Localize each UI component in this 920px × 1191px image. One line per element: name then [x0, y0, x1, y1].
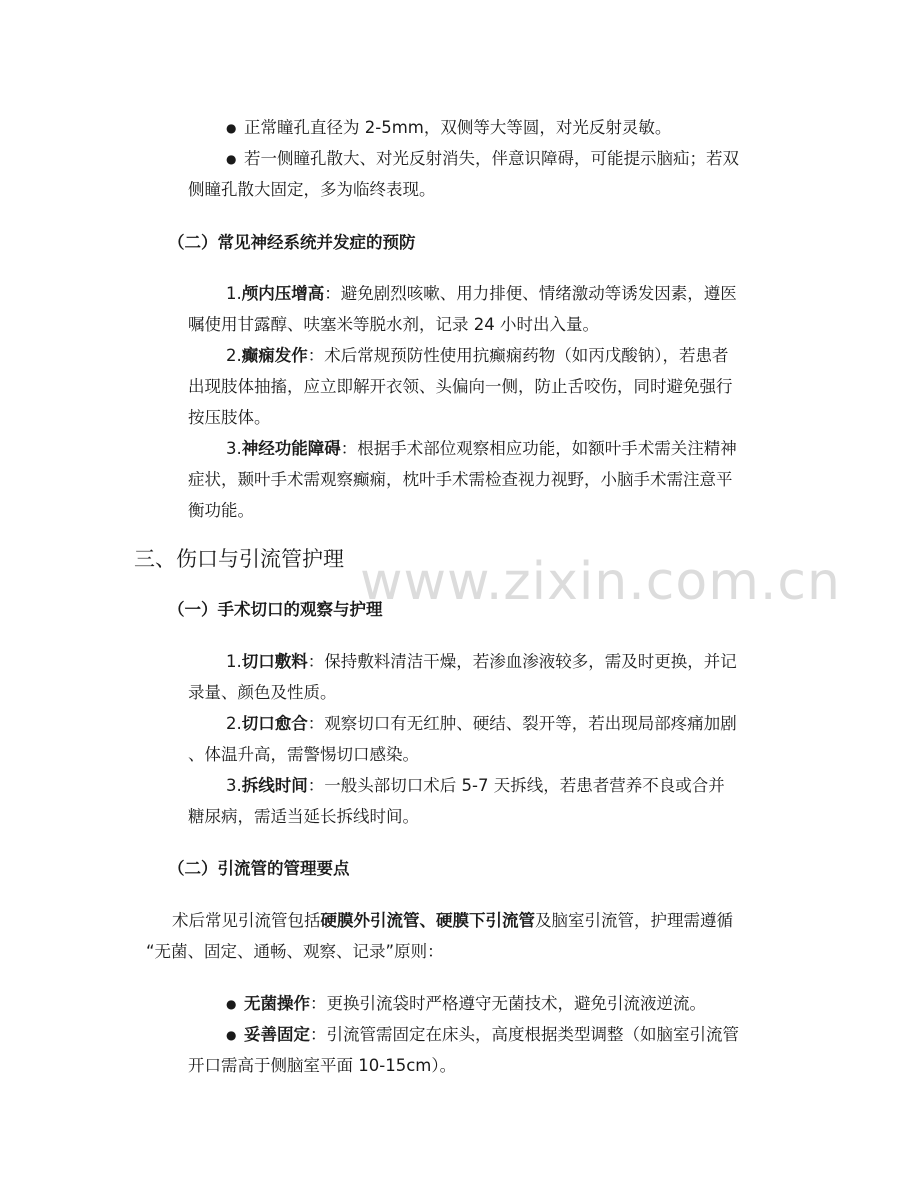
item-text: ：避免剧烈咳嗽、用力排便、情绪激动等诱发因素，遵医 [324, 284, 737, 303]
bullet-text [244, 1024, 739, 1046]
item-term: 切口愈合 [241, 714, 308, 733]
bullet-term: 妥善固定 [244, 1025, 310, 1044]
list-item-cont: 按压肢体。 [188, 408, 271, 427]
intro-paragraph [172, 910, 733, 932]
section-heading-wound: 三、伤口与引流管护理 [134, 547, 344, 571]
list-item [226, 713, 737, 735]
item-text: ：保持敷料清洁干燥，若渗血渗液较多，需及时更换，并记 [307, 652, 737, 671]
list-item-cont: 症状，颞叶手术需观察癫痫，枕叶手术需检查视力视野，小脑手术需注意平 [188, 470, 733, 489]
bullet-text: 若一侧瞳孔散大、对光反射消失，伴意识障碍，可能提示脑疝；若双 [244, 149, 739, 168]
item-text: ：一般头部切口术后 5-7 天拆线，若患者营养不良或合并 [307, 776, 725, 795]
list-item-cont: 、体温升高，需警惕切口感染。 [188, 745, 419, 764]
item-number: 2. [226, 346, 242, 365]
intro-text: 术后常见引流管包括 [172, 911, 321, 930]
watermark: www.zixin.com.cn [360, 552, 841, 612]
bullet-text [244, 993, 706, 1015]
bullet-desc: ：引流管需固定在床头，高度根据类型调整（如脑室引流管 [310, 1025, 739, 1044]
item-term: 癫痫发作 [241, 346, 308, 365]
bullet-icon: ● [226, 121, 237, 135]
item-text: ：观察切口有无红肿、硬结、裂开等，若出现局部疼痛加剧 [307, 714, 737, 733]
item-term: 切口敷料 [241, 652, 308, 671]
list-item-cont: 出现肢体抽搐，应立即解开衣领、头偏向一侧，防止舌咬伤，同时避免强行 [188, 377, 733, 396]
bullet-text-cont: 侧瞳孔散大固定，多为临终表现。 [188, 180, 436, 199]
item-term: 颅内压增高 [241, 284, 325, 303]
intro-paragraph-cont: “无菌、固定、通畅、观察、记录”原则： [146, 942, 444, 961]
list-item [226, 345, 729, 367]
list-item [226, 775, 725, 797]
list-item-cont: 衡功能。 [188, 501, 254, 520]
list-item-cont: 录量、颜色及性质。 [188, 683, 337, 702]
item-term: 拆线时间 [241, 776, 308, 795]
list-item [226, 651, 737, 673]
item-number: 3. [226, 439, 242, 458]
item-text: ：术后常规预防性使用抗癫痫药物（如丙戊酸钠），若患者 [307, 346, 729, 365]
intro-sep: 、 [419, 911, 436, 930]
list-item-cont: 糖尿病，需适当延长拆线时间。 [188, 807, 419, 826]
bullet-text-cont: 开口需高于侧脑室平面 10-15cm）。 [188, 1056, 457, 1075]
bullet-text: 正常瞳孔直径为 2-5mm，双侧等大等圆，对光反射灵敏。 [244, 118, 672, 137]
list-item [226, 438, 737, 460]
intro-term: 硬膜下引流管 [436, 911, 535, 930]
item-term: 神经功能障碍 [241, 439, 341, 458]
item-number: 1. [226, 284, 242, 303]
bullet-icon: ● [226, 1028, 237, 1042]
bullet-icon: ● [226, 997, 237, 1011]
item-number: 2. [226, 714, 242, 733]
section-heading-complications: （二）常见神经系统并发症的预防 [168, 233, 416, 252]
bullet-term: 无菌操作 [244, 994, 310, 1013]
bullet-desc: ：更换引流袋时严格遵守无菌技术，避免引流液逆流。 [310, 994, 706, 1013]
bullet-icon: ● [226, 152, 237, 166]
intro-text: 及脑室引流管，护理需遵循 [535, 911, 733, 930]
subsection-heading-incision: （一）手术切口的观察与护理 [168, 600, 383, 619]
item-text: ：根据手术部位观察相应功能，如额叶手术需关注精神 [340, 439, 737, 458]
list-item-cont: 嘱使用甘露醇、呋塞米等脱水剂，记录 24 小时出入量。 [188, 315, 599, 334]
item-number: 1. [226, 652, 242, 671]
item-number: 3. [226, 776, 242, 795]
subsection-heading-drainage: （二）引流管的管理要点 [168, 859, 350, 878]
intro-term: 硬膜外引流管 [320, 911, 420, 930]
list-item [226, 283, 737, 305]
